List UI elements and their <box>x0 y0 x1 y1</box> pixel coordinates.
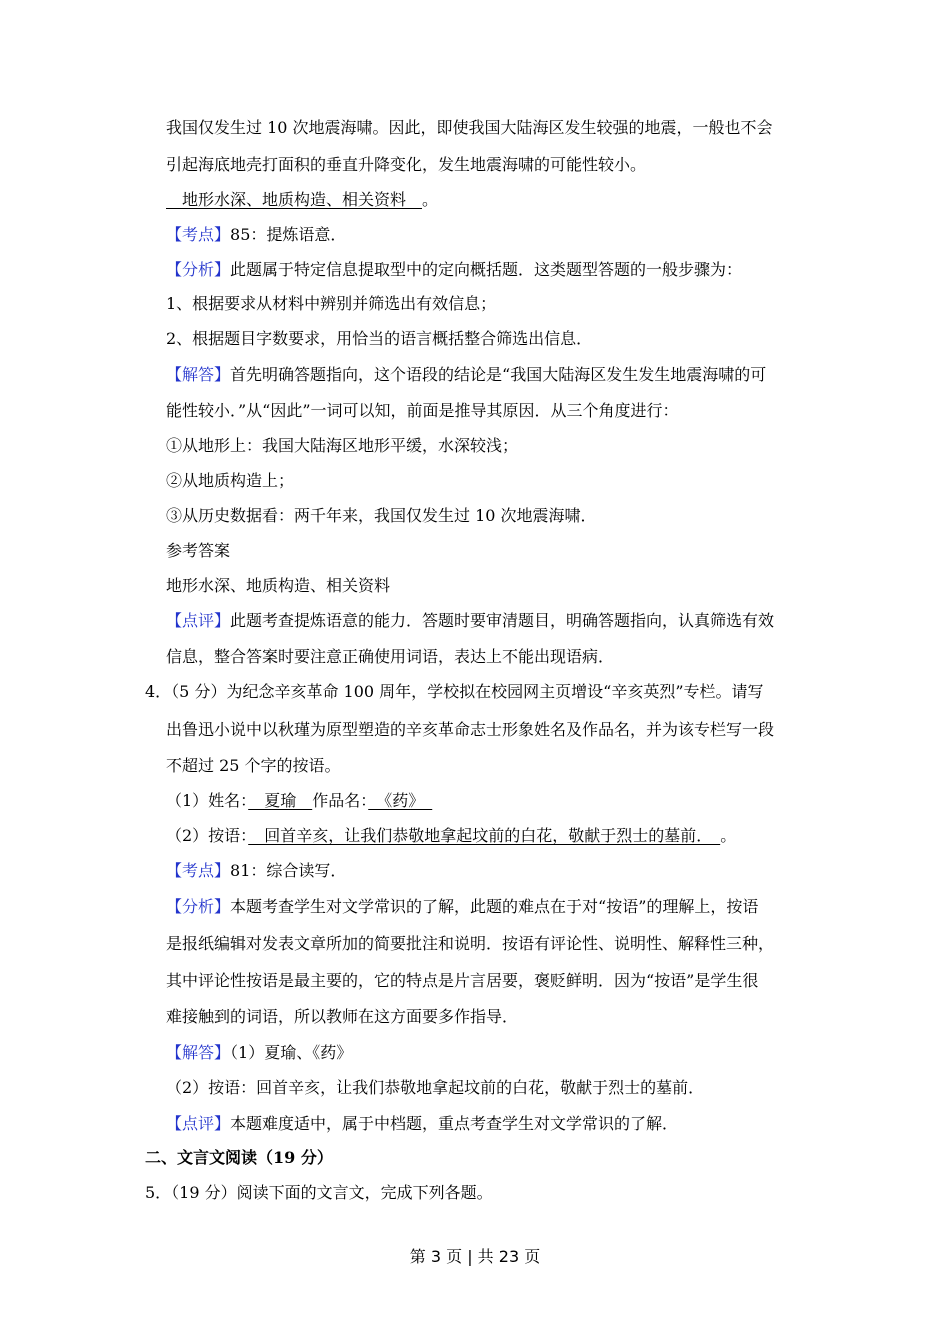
text-line <box>166 1043 352 1063</box>
text-segment: 难接触到的词语，所以教师在这方面要多作指导． <box>166 1007 519 1026</box>
text-segment: ③从历史数据看：两千年来，我国仅发生过 10 次地震海啸． <box>166 506 597 525</box>
text-segment: 引起海底地壳打面积的垂直升降变化，发生地震海啸的可能性较小。 <box>166 155 647 174</box>
text-segment: 能性较小．”从“因此”一词可以知，前面是推导其原因．从三个角度进行： <box>166 401 679 420</box>
text-segment: 参考答案 <box>166 541 231 560</box>
section-label: 【解答】 <box>166 365 231 384</box>
section-label: 【点评】 <box>166 1114 231 1133</box>
text-segment: 85：提炼语意． <box>230 225 347 244</box>
text-segment: ②从地质构造上； <box>166 471 295 490</box>
text-line <box>166 1114 678 1134</box>
section-label: 【考点】 <box>166 225 231 244</box>
text-segment: 作品名： <box>312 791 369 810</box>
text-segment: 首先明确答题指向，这个语段的结论是“我国大陆海区发生发生地震海啸的可 <box>230 365 767 384</box>
text-line <box>166 826 736 846</box>
text-segment: 地形水深、地质构造、相关资料 <box>166 576 391 595</box>
text-line <box>166 506 597 526</box>
text-segment: 二、文言文阅读（19 分） <box>145 1148 333 1167</box>
answer-blank: 《药》 <box>368 791 433 810</box>
text-line <box>166 647 614 667</box>
text-segment: 其中评论性按语是最主要的，它的特点是片言居要，褒贬鲜明．因为“按语”是学生很 <box>166 971 759 990</box>
answer-blank: 回首辛亥，让我们恭敬地拿起坟前的白花，敬献于烈士的墓前． <box>248 826 721 845</box>
text-segment: 出鲁迅小说中以秋瑾为原型塑造的辛亥革命志士形象姓名及作品名，并为该专栏写一段 <box>166 720 775 739</box>
text-segment: （2）按语：回首辛亥，让我们恭敬地拿起坟前的白花，敬献于烈士的墓前． <box>166 1078 705 1097</box>
text-segment: 是报纸编辑对发表文章所加的简要批注和说明．按语有评论性、说明性、解释性三种， <box>166 934 775 953</box>
text-line <box>166 329 592 349</box>
text-line <box>166 756 341 776</box>
text-segment: 2、根据题目字数要求，用恰当的语言概括整合筛选出信息． <box>166 329 593 348</box>
text-segment: 本题考查学生对文学常识的了解，此题的难点在于对“按语”的理解上，按语 <box>230 897 759 916</box>
text-line <box>166 365 766 385</box>
text-segment: 此题考查提炼语意的能力．答题时要审清题目，明确答题指向，认真筛选有效 <box>230 611 775 630</box>
text-segment: 不超过 25 个字的按语。 <box>166 756 341 775</box>
text-segment: 5．（19 分）阅读下面的文言文，完成下列各题。 <box>145 1183 493 1202</box>
text-line <box>166 118 773 138</box>
text-segment: （1）姓名： <box>166 791 249 810</box>
section-label: 【分析】 <box>166 260 231 279</box>
section-label: 【考点】 <box>166 861 231 880</box>
section-label: 【解答】 <box>166 1043 231 1062</box>
text-segment: 信息，整合答案时要注意正确使用词语，表达上不能出现语病． <box>166 647 615 666</box>
text-line <box>166 720 774 740</box>
text-segment: （1）夏瑜、《药》 <box>230 1043 353 1062</box>
text-segment: 本题难度适中，属于中档题，重点考查学生对文学常识的了解． <box>230 1114 679 1133</box>
text-line <box>166 294 496 314</box>
text-segment: 此题属于特定信息提取型中的定向概括题．这类题型答题的一般步骤为： <box>230 260 743 279</box>
answer-blank: 地形水深、地质构造、相关资料 <box>166 190 423 209</box>
text-line <box>166 541 230 561</box>
page-footer: 第 3 页 | 共 23 页 <box>409 1247 541 1266</box>
text-line <box>166 471 294 491</box>
text-line <box>166 1007 518 1027</box>
section-label: 【分析】 <box>166 897 231 916</box>
text-line <box>166 1078 704 1098</box>
text-segment: 。 <box>720 826 737 845</box>
text-line <box>166 190 438 210</box>
text-line <box>166 897 758 917</box>
text-line <box>166 155 646 175</box>
text-line <box>166 436 518 456</box>
section-label: 【点评】 <box>166 611 231 630</box>
question-line <box>145 682 764 702</box>
text-segment: 4．（5 分）为纪念辛亥革命 100 周年，学校拟在校园网主页增设“辛亥英烈”专栏。请写 <box>145 682 764 701</box>
text-segment: 81：综合读写． <box>230 861 347 880</box>
text-segment: 我国仅发生过 10 次地震海啸。因此，即使我国大陆海区发生较强的地震，一般也不会 <box>166 118 773 137</box>
text-line <box>166 861 346 881</box>
text-segment: （2）按语： <box>166 826 249 845</box>
text-segment: 1、根据要求从材料中辨别并筛选出有效信息； <box>166 294 497 313</box>
text-line <box>166 576 390 596</box>
text-line <box>166 401 679 421</box>
text-line <box>166 934 774 954</box>
section-heading <box>145 1148 333 1168</box>
text-line <box>166 260 742 280</box>
answer-blank: 夏瑜 <box>248 791 313 810</box>
text-line <box>166 225 346 245</box>
question-line <box>145 1183 493 1203</box>
text-line <box>166 971 758 991</box>
text-segment: ①从地形上：我国大陆海区地形平缓，水深较浅； <box>166 436 519 455</box>
text-line <box>166 611 774 631</box>
text-segment: 。 <box>422 190 439 209</box>
text-line <box>166 791 432 811</box>
